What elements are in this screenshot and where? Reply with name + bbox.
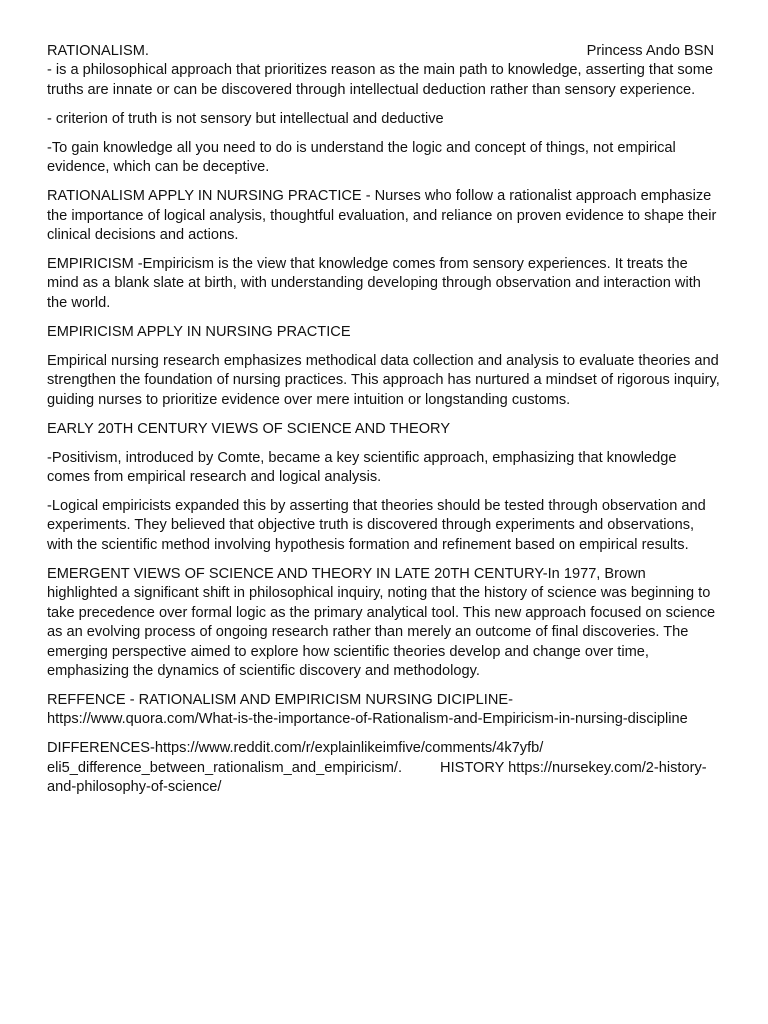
document-header <box>47 42 720 61</box>
differences-url-end: eli5_difference_between_rationalism_and_empiricism/. <box>47 759 403 776</box>
document-author: Princess Ando BSN <box>586 43 714 59</box>
empiricism-nursing-heading: EMPIRICISM APPLY IN NURSING PRACTICE <box>47 323 351 340</box>
criterion-paragraph: - criterion of truth is not sensory but intellectual and deductive <box>47 110 444 127</box>
gain-knowledge-paragraph: -To gain knowledge all you need to do is understand the logic and concept of things, not empirical evidence, which can be deceptive. <box>47 139 676 176</box>
reference-url: https://www.quora.com/What-is-the-importance-of-Rationalism-and-Empiricism-in-nursing-discipline <box>47 711 688 728</box>
empiricism-nursing-paragraph: Empirical nursing research emphasizes methodical data collection and analysis to evaluate theories and strengthen the foundation of nursing practices. This approach has nurtured a mindset of rigorous inquiry, guiding nurses to prioritize evidence over mere intuition or longstanding customs. <box>47 352 720 408</box>
differences-line-1: DIFFERENCES-https://www.reddit.com/r/explainlikeimfive/comments/4k7yfb/ <box>47 740 544 757</box>
reference-label: REFFENCE - RATIONALISM AND EMPIRICISM NURSING DICIPLINE- <box>47 691 513 708</box>
early-20th-heading: EARLY 20TH CENTURY VIEWS OF SCIENCE AND THEORY <box>47 420 451 437</box>
history-reference: HISTORY https://nursekey.com/2-history-and-philosophy-of-science/ <box>47 759 707 796</box>
differences-block <box>47 739 720 797</box>
document-title: RATIONALISM. <box>47 43 149 59</box>
logical-empiricists-paragraph: -Logical empiricists expanded this by asserting that theories should be tested through observation and experiments. They believed that objective truth is discovered through experiments and observations, with the scientific method involving hypothesis formation and refinement based on empirical results. <box>47 498 706 553</box>
reference-block <box>47 691 720 730</box>
emergent-views-paragraph: EMERGENT VIEWS OF SCIENCE AND THEORY IN LATE 20TH CENTURY-In 1977, Brown highlighted a significant shift in philosophical inquiry, noting that the history of science was beginning to take precedence over formal logic as the primary analytical tool. This new approach focused on science as an evolving process of ongoing research rather than merely an outcome of final discoveries. The emerging perspective aimed to explore how scientific theories develop and change over time, emphasizing the dynamics of scientific discovery and methodology. <box>47 565 716 679</box>
empiricism-definition: EMPIRICISM -Empiricism is the view that knowledge comes from sensory experiences. It treats the mind as a blank slate at birth, with understanding developing through observation and interaction with the world. <box>47 256 701 311</box>
positivism-paragraph: -Positivism, introduced by Comte, became a key scientific approach, emphasizing that knowledge comes from empirical research and logical analysis. <box>47 449 677 486</box>
rationalism-definition: - is a philosophical approach that prioritizes reason as the main path to knowledge, asserting that some truths are innate or can be discovered through intellectual deduction rather than sensory experience. <box>47 62 714 98</box>
rationalism-nursing-paragraph: RATIONALISM APPLY IN NURSING PRACTICE - Nurses who follow a rationalist approach emphasize the importance of logical analysis, thoughtful evaluation, and reliance on proven evidence to shape their clinical decisions and actions. <box>47 188 717 244</box>
differences-line-2 <box>47 759 720 798</box>
